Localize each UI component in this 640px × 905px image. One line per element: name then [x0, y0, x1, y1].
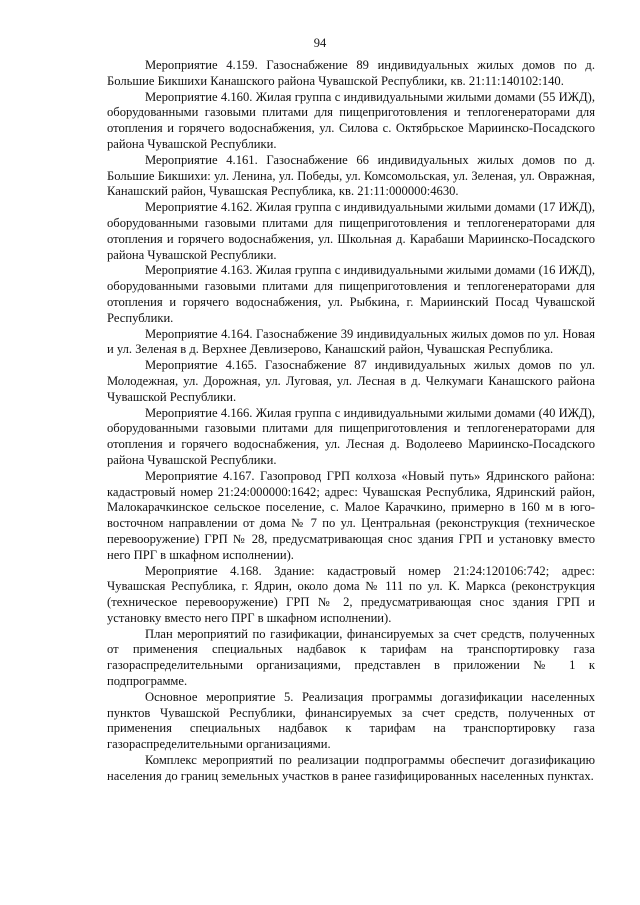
- paragraph-measure-4-160: Мероприятие 4.160. Жилая группа с индивидуальными жилыми домами (55 ИЖД), оборудованными газовыми плитами для пищеприготовления и теплогенераторами для отопления и горячего водоснабжения, ул. Силова с. Октябрьское Мариинско-Посадского района Чувашской Республики.: [107, 89, 595, 151]
- paragraph-measure-4-167: Мероприятие 4.167. Газопровод ГРП колхоза «Новый путь» Ядринского района: кадастровый номер 21:24:000000:1642; адрес: Чувашская Республика, Ядринский район, Малокарачкинское сельское поселение, с. Малое Карачкино, примерно в 160 м в юго-восточном направлении от дома № 7 по ул. Центральная (реконструкция (техническое перевооружение) ГРП № 28, предусматривающая снос здания ГРП и установку вместо него ПРГ в шкафном исполнении).: [107, 468, 595, 562]
- paragraph-measure-4-162: Мероприятие 4.162. Жилая группа с индивидуальными жилыми домами (17 ИЖД), оборудованными газовыми плитами для пищеприготовления и теплогенераторами для отопления и горячего водоснабжения, ул. Школьная д. Карабаши Мариинско-Посадского района Чувашской Республики.: [107, 200, 595, 262]
- paragraph-complex: Комплекс мероприятий по реализации подпрограммы обеспечит догазификацию населения до границ земельных участков в ранее газифицированных населенных пунктах.: [107, 753, 595, 783]
- paragraph-measure-4-163: Мероприятие 4.163. Жилая группа с индивидуальными жилыми домами (16 ИЖД), оборудованными газовыми плитами для пищеприготовления и теплогенераторами для отопления и горячего водоснабжения, ул. Рыбкина, г. Мариинский Посад Чувашской Республики.: [107, 263, 595, 325]
- paragraph-main-measure-5: Основное мероприятие 5. Реализация программы догазификации населенных пунктов Чувашской Республики, финансируемых за счет средств, полученных от применения специальных надбавок к тарифам на транспортировку газа газораспределительными организациями.: [107, 689, 595, 752]
- paragraph-measure-4-161: Мероприятие 4.161. Газоснабжение 66 индивидуальных жилых домов по д. Большие Бикшихи: ул. Ленина, ул. Победы, ул. Комсомольская, ул. Зеленая, ул. Овражная, Канашский район, Чувашская Республика, кв. 21:11:000000:4630.: [107, 152, 595, 199]
- paragraph-measure-4-168: Мероприятие 4.168. Здание: кадастровый номер 21:24:120106:742; адрес: Чувашская Республика, г. Ядрин, около дома № 111 по ул. К. Маркса (реконструкция (техническое перевооружение) ГРП № 2, предусматривающая снос здания ГРП и установку вместо него ПРГ в шкафном исполнении).: [107, 563, 595, 625]
- paragraph-measure-4-164: Мероприятие 4.164. Газоснабжение 39 индивидуальных жилых домов по ул. Новая и ул. Зеленая в д. Верхнее Девлизерово, Канашский район, Чувашская Республика.: [107, 326, 595, 357]
- body-text: [107, 58, 595, 785]
- paragraph-measure-4-165: Мероприятие 4.165. Газоснабжение 87 индивидуальных жилых домов по ул. Молодежная, ул. Дорожная, ул. Луговая, ул. Лесная в д. Челкумаги Канашского района Чувашской Республики.: [107, 358, 595, 404]
- paragraph-plan: План мероприятий по газификации, финансируемых за счет средств, полученных от применения специальных надбавок к тарифам на транспортировку газа газораспределительными организациями, представлен в приложении № 1 к подпрограмме.: [107, 626, 595, 689]
- paragraph-measure-4-166: Мероприятие 4.166. Жилая группа с индивидуальными жилыми домами (40 ИЖД), оборудованными газовыми плитами для пищеприготовления и теплогенераторами для отопления и горячего водоснабжения, ул. Лесная д. Водолеево Мариинско-Посадского района Чувашской Республики.: [107, 405, 595, 467]
- paragraph-measure-4-159: Мероприятие 4.159. Газоснабжение 89 индивидуальных жилых домов по д. Большие Бикшихи Канашского района Чувашской Республики, кв. 21:11:140102:140.: [107, 58, 595, 88]
- page-number: 94: [313, 36, 327, 50]
